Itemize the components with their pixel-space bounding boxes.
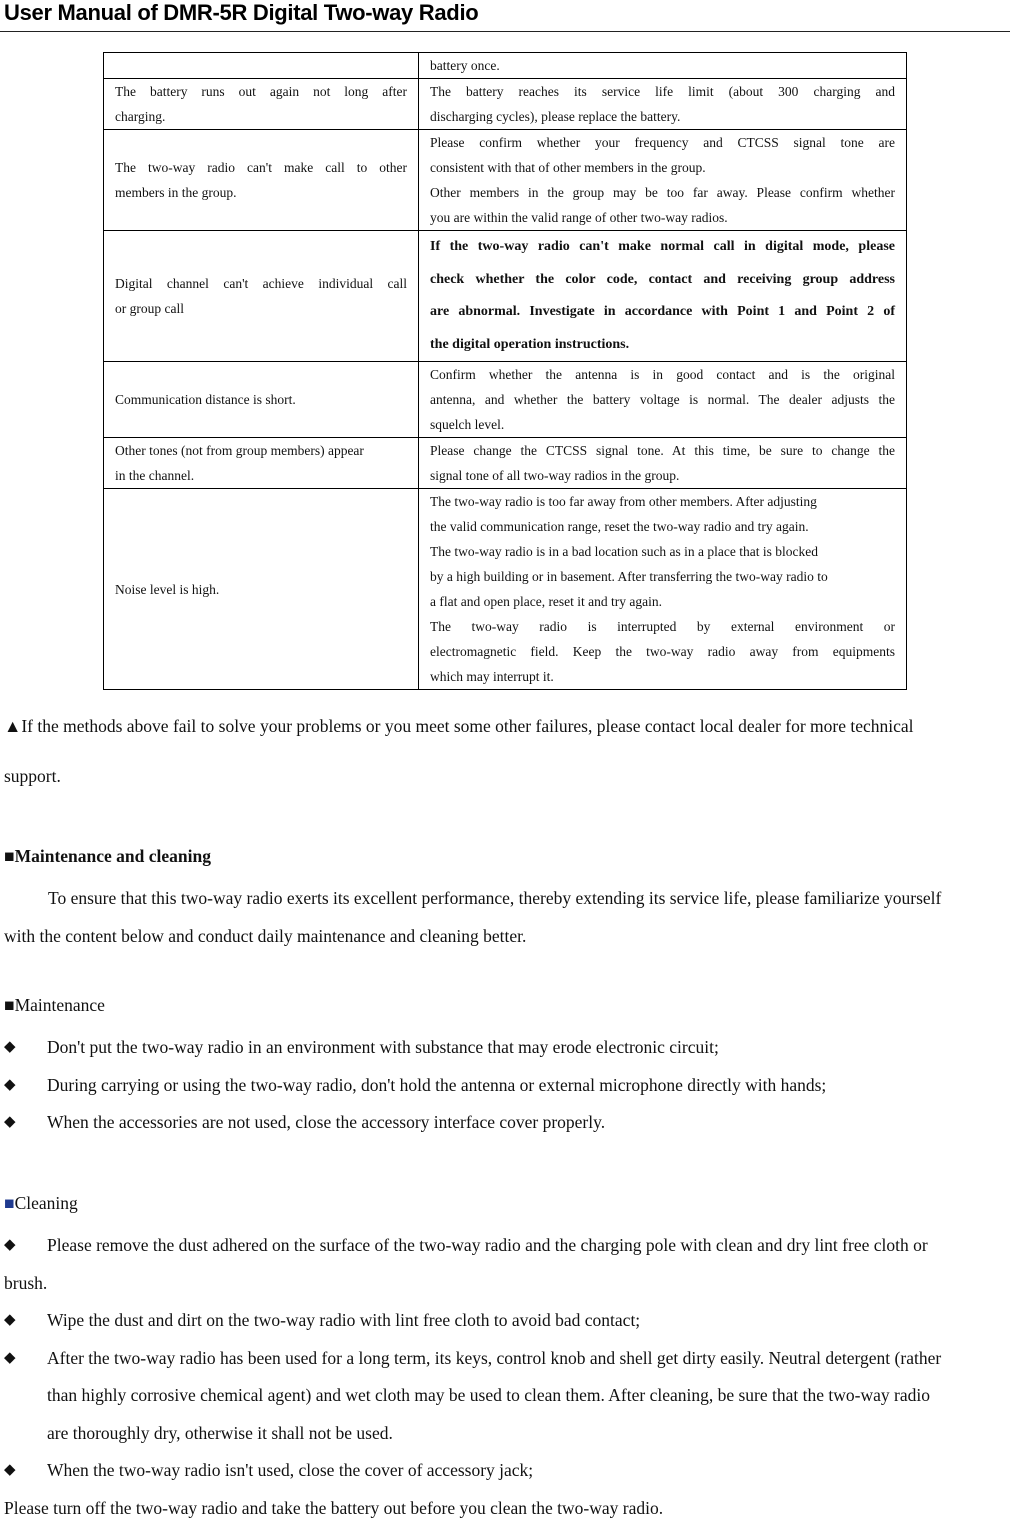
troubleshooting-table <box>103 52 907 690</box>
symptom-text: Noise level is high. <box>115 577 407 602</box>
symptom-text: Communication distance is short. <box>115 387 407 412</box>
support-note <box>4 701 1008 801</box>
table-row <box>104 362 907 438</box>
solution-text: squelch level. <box>430 412 895 437</box>
solution-cell <box>419 53 907 79</box>
cleaning-list <box>4 1227 1008 1527</box>
list-item-text-cont: brush. <box>4 1265 1008 1303</box>
symptom-text: charging. <box>115 104 407 129</box>
solution-text: antenna, and whether the battery voltage is normal. The dealer adjusts the <box>430 387 895 412</box>
solution-cell <box>419 438 907 489</box>
symptom-cell <box>104 362 419 438</box>
section-heading: Cleaning <box>15 1193 78 1213</box>
closing-text: Please turn off the two-way radio and take the battery out before you clean the two-way radio. <box>4 1490 1008 1527</box>
symptom-text: or group call <box>115 296 407 321</box>
diamond-bullet-icon: ◆ <box>4 1227 47 1265</box>
diamond-bullet-icon: ◆ <box>4 1340 47 1378</box>
solution-text: The two-way radio is interrupted by external environment or <box>430 614 895 639</box>
list-item-text: When the two-way radio isn't used, close the cover of accessory jack; <box>47 1452 1008 1490</box>
maintenance-cleaning-heading <box>4 843 1008 869</box>
cleaning-heading <box>4 1190 1008 1216</box>
symptom-text: Other tones (not from group members) appear <box>115 438 407 463</box>
intro-text: To ensure that this two-way radio exerts its excellent performance, thereby extending its service life, please familiarize yourself <box>4 880 1008 918</box>
solution-text: the valid communication range, reset the two-way radio and try again. <box>430 514 895 539</box>
manual-title: User Manual of DMR-5R Digital Two-way Radio <box>4 0 478 26</box>
diamond-bullet-icon: ◆ <box>4 1104 47 1142</box>
square-bullet-icon: ■ <box>4 995 15 1015</box>
list-item-text: than highly corrosive chemical agent) and wet cloth may be used to clean them. After cleaning, be sure that the two-way radio <box>47 1377 1008 1415</box>
diamond-bullet-icon: ◆ <box>4 1067 47 1105</box>
solution-text: the digital operation instructions. <box>430 329 895 362</box>
solution-text: check whether the color code, contact and receiving group address <box>430 264 895 297</box>
table-row <box>104 79 907 130</box>
list-item <box>4 1452 1008 1490</box>
list-item <box>4 1302 1008 1340</box>
symptom-text: The two-way radio can't make call to other <box>115 155 407 180</box>
list-item-text: When the accessories are not used, close the accessory interface cover properly. <box>47 1104 1008 1142</box>
maintenance-list <box>4 1029 1008 1142</box>
solution-cell <box>419 130 907 231</box>
symptom-cell <box>104 53 419 79</box>
diamond-bullet-icon: ◆ <box>4 1452 47 1490</box>
symptom-text: in the channel. <box>115 463 407 488</box>
maintenance-intro <box>4 880 1008 955</box>
symptom-text: members in the group. <box>115 180 407 205</box>
solution-text: are abnormal. Investigate in accordance with Point 1 and Point 2 of <box>430 296 895 329</box>
solution-text: electromagnetic field. Keep the two-way radio away from equipments <box>430 639 895 664</box>
solution-text: discharging cycles), please replace the battery. <box>430 104 895 129</box>
solution-text: If the two-way radio can't make normal call in digital mode, please <box>430 231 895 264</box>
solution-text: signal tone of all two-way radios in the group. <box>430 463 895 488</box>
list-item-text: During carrying or using the two-way radio, don't hold the antenna or external microphone directly with hands; <box>47 1067 1008 1105</box>
solution-text: The two-way radio is in a bad location such as in a place that is blocked <box>430 539 895 564</box>
solution-cell <box>419 362 907 438</box>
solution-text: by a high building or in basement. After transferring the two-way radio to <box>430 564 895 589</box>
section-heading: Maintenance <box>15 995 105 1015</box>
symptom-text: Digital channel can't achieve individual call <box>115 271 407 296</box>
note-text-cont: support. <box>4 751 1008 801</box>
triangle-icon: ▲ <box>4 716 21 736</box>
solution-text: you are within the valid range of other two-way radios. <box>430 205 895 230</box>
table-row <box>104 53 907 79</box>
list-item-text: After the two-way radio has been used for a long term, its keys, control knob and shell get dirty easily. Neutral detergent (rather <box>47 1340 1008 1378</box>
symptom-cell <box>104 130 419 231</box>
solution-cell <box>419 79 907 130</box>
solution-text: a flat and open place, reset it and try again. <box>430 589 895 614</box>
section-heading: Maintenance and cleaning <box>15 846 211 866</box>
solution-text: Please change the CTCSS signal tone. At this time, be sure to change the <box>430 438 895 463</box>
list-item <box>4 1029 1008 1067</box>
maintenance-heading <box>4 992 1008 1018</box>
solution-cell <box>419 489 907 690</box>
symptom-cell <box>104 438 419 489</box>
table-row <box>104 231 907 362</box>
symptom-text: The battery runs out again not long after <box>115 79 407 104</box>
page-header <box>0 0 1010 32</box>
square-bullet-icon: ■ <box>4 846 15 866</box>
table-row <box>104 130 907 231</box>
solution-text: Other members in the group may be too far away. Please confirm whether <box>430 180 895 205</box>
diamond-bullet-icon: ◆ <box>4 1302 47 1340</box>
list-item <box>4 1067 1008 1105</box>
table-row <box>104 489 907 690</box>
solution-text: Confirm whether the antenna is in good contact and is the original <box>430 362 895 387</box>
list-item-text: are thoroughly dry, otherwise it shall not be used. <box>47 1415 1008 1453</box>
solution-text: consistent with that of other members in the group. <box>430 155 895 180</box>
symptom-cell <box>104 489 419 690</box>
note-text: If the methods above fail to solve your problems or you meet some other failures, please contact local dealer for more technical <box>21 716 913 736</box>
table-row <box>104 438 907 489</box>
solution-text: which may interrupt it. <box>430 664 895 689</box>
intro-text: with the content below and conduct daily maintenance and cleaning better. <box>4 918 1008 956</box>
square-bullet-icon: ■ <box>4 1193 15 1213</box>
list-item-text: Please remove the dust adhered on the surface of the two-way radio and the charging pole with clean and dry lint free cloth or <box>47 1227 1008 1265</box>
diamond-bullet-icon: ◆ <box>4 1029 47 1067</box>
solution-text: The battery reaches its service life limit (about 300 charging and <box>430 79 895 104</box>
list-item <box>4 1340 1008 1453</box>
list-item-text: Wipe the dust and dirt on the two-way radio with lint free cloth to avoid bad contact; <box>47 1302 1008 1340</box>
symptom-cell <box>104 79 419 130</box>
list-item <box>4 1227 1008 1265</box>
symptom-cell <box>104 231 419 362</box>
solution-cell <box>419 231 907 362</box>
solution-text: The two-way radio is too far away from other members. After adjusting <box>430 489 895 514</box>
list-item <box>4 1104 1008 1142</box>
list-item-text: Don't put the two-way radio in an environment with substance that may erode electronic circuit; <box>47 1029 1008 1067</box>
solution-text: Please confirm whether your frequency and CTCSS signal tone are <box>430 130 895 155</box>
solution-text: battery once. <box>430 53 895 78</box>
